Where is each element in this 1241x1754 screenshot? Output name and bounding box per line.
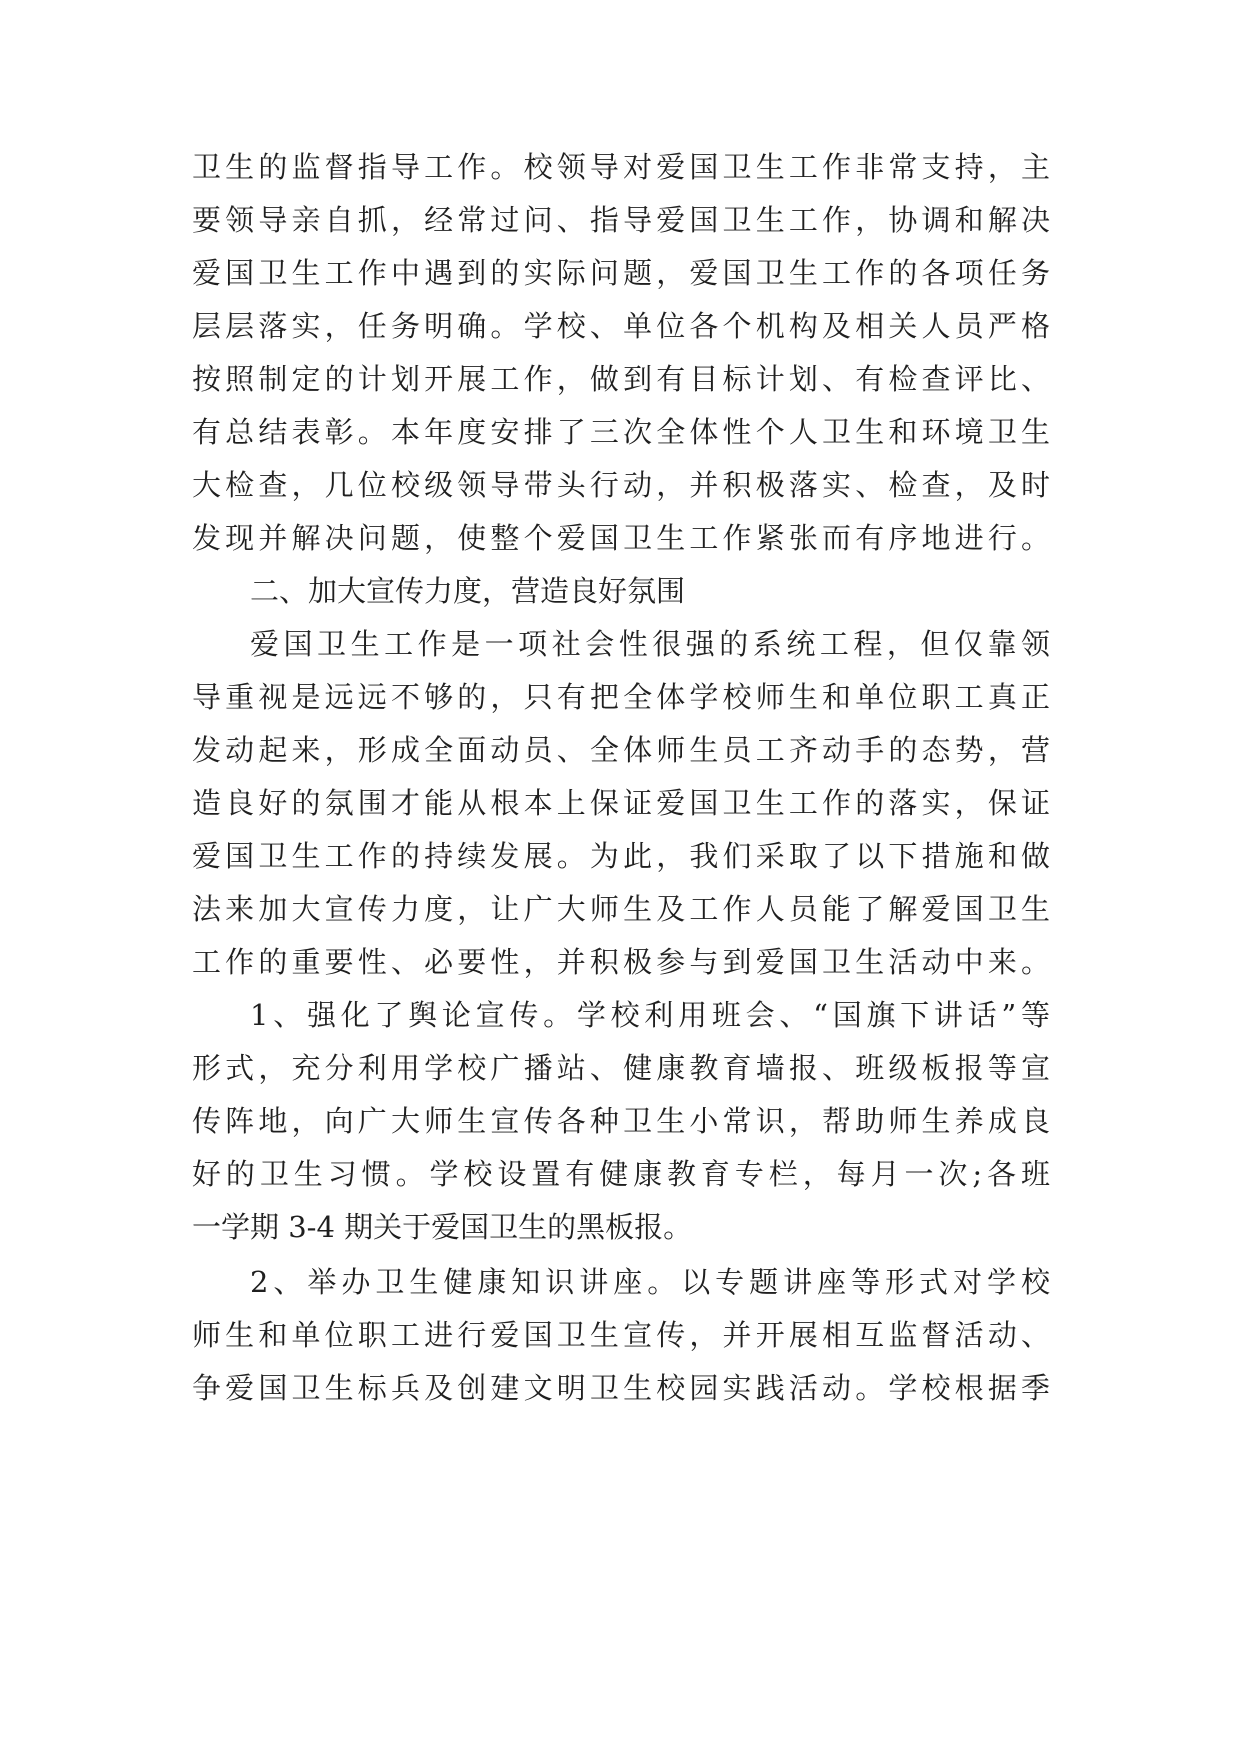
text-line: 爱国卫生工作中遇到的实际问题，爱国卫生工作的各项任务: [192, 256, 1050, 290]
text-line: 大检查，几位校级领导带头行动，并积极落实、检查，及时: [192, 468, 1050, 502]
text-line: 工作的重要性、必要性，并积极参与到爱国卫生活动中来。: [192, 945, 1050, 979]
text-line: 爱国卫生工作是一项社会性很强的系统工程，但仅靠领: [250, 627, 1050, 661]
text-line: 争爱国卫生标兵及创建文明卫生校园实践活动。学校根据季: [192, 1371, 1050, 1405]
text-line: 导重视是远远不够的，只有把全体学校师生和单位职工真正: [192, 680, 1050, 714]
text-line: 卫生的监督指导工作。校领导对爱国卫生工作非常支持，主: [192, 150, 1050, 184]
text-line: 传阵地，向广大师生宣传各种卫生小常识，帮助师生养成良: [192, 1104, 1050, 1138]
text-line: 有总结表彰。本年度安排了三次全体性个人卫生和环境卫生: [192, 415, 1050, 449]
text-line: 要领导亲自抓，经常过问、指导爱国卫生工作，协调和解决: [192, 203, 1050, 237]
text-line: 好的卫生习惯。学校设置有健康教育专栏，每月一次;各班: [192, 1157, 1050, 1191]
text-line: 师生和单位职工进行爱国卫生宣传，并开展相互监督活动、: [192, 1318, 1050, 1352]
text-line: 爱国卫生工作的持续发展。为此，我们采取了以下措施和做: [192, 839, 1050, 873]
text-line: 法来加大宣传力度，让广大师生及工作人员能了解爱国卫生: [192, 892, 1050, 926]
text-line: 1、强化了舆论宣传。学校利用班会、“国旗下讲话”等: [250, 998, 1050, 1032]
text-line: 发动起来，形成全面动员、全体师生员工齐动手的态势，营: [192, 733, 1050, 767]
text-line: 按照制定的计划开展工作，做到有目标计划、有检查评比、: [192, 362, 1050, 396]
text-line: 形式，充分利用学校广播站、健康教育墙报、班级板报等宣: [192, 1051, 1050, 1085]
text-line: 发现并解决问题，使整个爱国卫生工作紧张而有序地进行。: [192, 521, 1050, 555]
text-line: 2、举办卫生健康知识讲座。以专题讲座等形式对学校: [250, 1265, 1050, 1299]
section-heading: 二、加大宣传力度，营造良好氛围: [250, 574, 686, 608]
text-line: 层层落实，任务明确。学校、单位各个机构及相关人员严格: [192, 309, 1050, 343]
text-line: 一学期 3-4 期关于爱国卫生的黑板报。: [192, 1210, 693, 1244]
text-line: 造良好的氛围才能从根本上保证爱国卫生工作的落实，保证: [192, 786, 1050, 820]
